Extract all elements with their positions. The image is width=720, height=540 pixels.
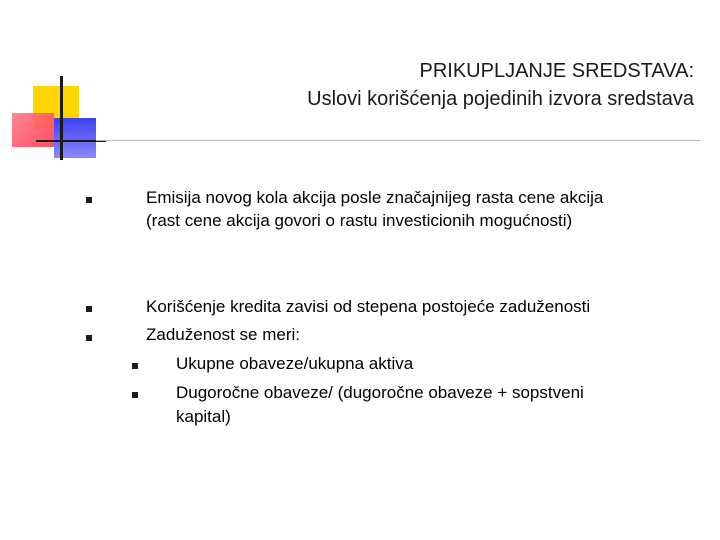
sub-bullet-2-line-2: kapital) [176, 407, 231, 426]
title-line-2: Uslovi korišćenja pojedinih izvora sredstava [307, 88, 694, 110]
bullet-marker-3 [86, 335, 92, 341]
sub-bullet-marker-1 [132, 363, 138, 369]
logo-vertical-line [60, 76, 63, 160]
bullet-3-text: Zaduženost se meri: [146, 325, 301, 344]
title-line-1: PRIKUPLJANJE SREDSTAVA: [419, 60, 694, 82]
sub-bullet-2-line-1: Dugoročne obaveze/ (dugoročne obaveze + sopstveni [176, 383, 584, 402]
bullet-1-line-1: Emisija novog kola akcija posle značajnijeg rasta cene akcija [146, 188, 604, 207]
sub-bullet-1-text: Ukupne obaveze/ukupna aktiva [176, 354, 414, 373]
bullet-marker-1 [86, 197, 92, 203]
decorative-logo [0, 0, 110, 170]
sub-bullet-marker-2 [132, 392, 138, 398]
bullet-1-line-2: (rast cene akcija govori o rastu investicionih mogućnosti) [146, 211, 573, 230]
slide-title [307, 57, 694, 113]
bullet-2-text: Korišćenje kredita zavisi od stepena postojeće zaduženosti [146, 297, 591, 316]
title-divider [96, 140, 700, 141]
bullet-marker-2 [86, 306, 92, 312]
